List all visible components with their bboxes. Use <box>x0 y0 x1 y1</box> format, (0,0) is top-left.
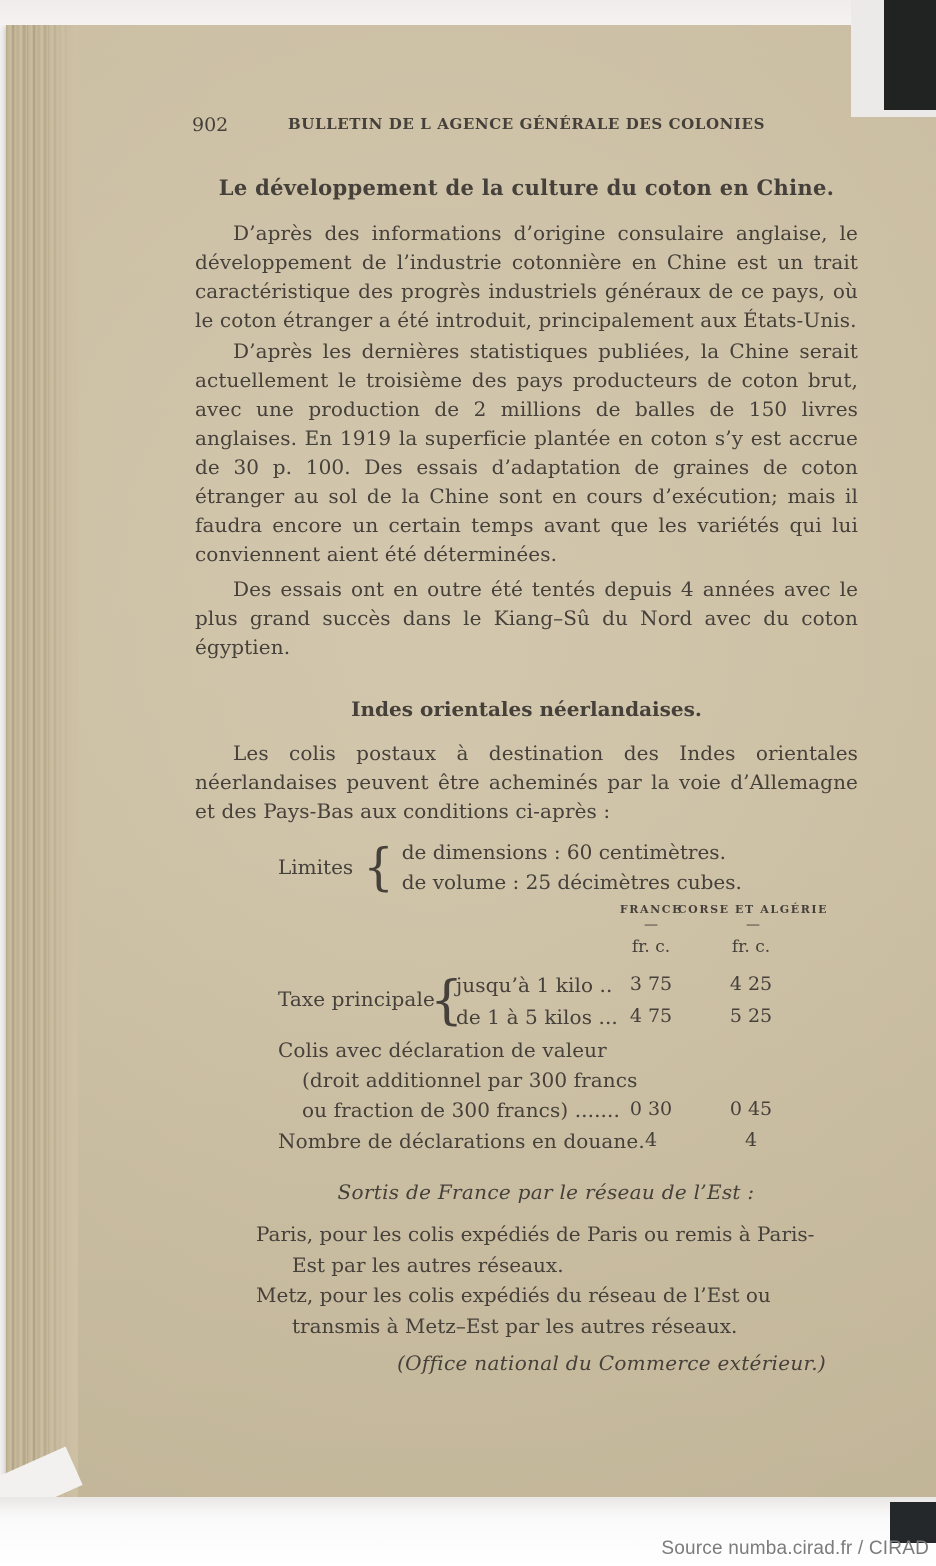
cell-france: 4 <box>644 1129 658 1151</box>
binding-edge <box>6 25 78 1497</box>
row-label-fraction: ou fraction de 300 francs) ....... <box>302 1098 620 1122</box>
article-title-indes: Indes orientales néerlandaises. <box>351 697 702 721</box>
paragraph: D’après des informations d’origine consulaire anglaise, le développement de l’industrie cotonnière en Chine est un trait caractéristique des progrès industriels généraux de ce pays, où le coton étranger a été introduit, principalement aux États-Unis. <box>195 221 858 332</box>
column-header-france: FRANCE <box>619 903 683 916</box>
route-paris: Paris, pour les colis expédiés de Paris ou remis à Paris-Est par les autres réseaux. <box>256 1222 815 1277</box>
row-label-5-kilos: de 1 à 5 kilos ... <box>456 1005 618 1029</box>
sortis-heading: Sortis de France par le réseau de l’Est : <box>337 1180 755 1204</box>
limite-volume: de volume : 25 décimètres cubes. <box>401 870 742 894</box>
paragraph: Des essais ont en outre été tentés depuis 4 années avec le plus grand succès dans le Kiang–Sû du Nord avec du coton égyptien. <box>195 577 858 659</box>
header-rule: — <box>746 917 760 933</box>
limites-label: Limites <box>278 855 354 879</box>
cell-corse: 4 25 <box>729 973 773 995</box>
unit-label-corse: fr. c. <box>731 937 771 957</box>
running-header: BULLETIN DE L AGENCE GÉNÉRALE DES COLONIES <box>287 115 766 133</box>
row-label-1-kilo: jusqu’à 1 kilo .. <box>456 973 613 997</box>
route-metz: Metz, pour les colis expédiés du réseau de l’Est ou transmis à Metz–Est par les autres réseaux. <box>256 1283 771 1338</box>
row-label-droit-additionnel: (droit additionnel par 300 francs <box>302 1068 638 1092</box>
limite-dimensions: de dimensions : 60 centimètres. <box>401 840 726 864</box>
cell-france: 0 30 <box>629 1098 673 1120</box>
article-title-coton: Le développement de la culture du coton en Chine. <box>218 175 835 200</box>
attribution: (Office national du Commerce extérieur.) <box>397 1351 826 1375</box>
page-number: 902 <box>192 114 229 136</box>
brace-glyph: { <box>363 837 394 897</box>
cell-france: 4 75 <box>629 1005 673 1027</box>
source-attribution: Source numba.cirad.fr / CIRAD <box>661 1538 929 1559</box>
cell-corse: 0 45 <box>729 1098 773 1120</box>
column-header-corse-algerie: CORSE ET ALGÉRIE <box>677 903 829 916</box>
row-label-taxe-principale: Taxe principale : <box>278 987 449 1011</box>
cell-france: 3 75 <box>629 973 673 995</box>
paragraph: D’après les dernières statistiques publiées, la Chine serait actuellement le troisième des pays producteurs de coton brut, avec une production de 2 millions de balles de 150 livres anglaises. En 1919 la superficie plantée en coton s’y est accrue de 30 p. 100. Des essais d’adaptation de graines de coton étranger au sol de la Chine sont en cours d’exécution; mais il faudra encore un certain temps avant que les variétés qui lui conviennent aient été déterminées. <box>195 339 858 566</box>
routes-list <box>256 1219 834 1341</box>
scanner-background-top <box>0 0 936 25</box>
cell-corse: 5 25 <box>729 1005 773 1027</box>
scanner-clip-bottom-right <box>890 1502 936 1543</box>
scanner-clip-top-right <box>884 0 936 110</box>
header-rule: — <box>644 917 658 933</box>
row-label-declarations-douane: Nombre de déclarations en douane. <box>278 1129 645 1153</box>
limites-block <box>278 837 742 897</box>
paragraph: Les colis postaux à destination des Indes orientales néerlandaises peuvent être acheminés par la voie d’Allemagne et des Pays-Bas aux conditions ci-après : <box>195 741 858 823</box>
brace-glyph: { <box>430 971 464 1031</box>
cell-corse: 4 <box>744 1129 758 1151</box>
book-page <box>6 25 936 1497</box>
row-label-declaration-valeur: Colis avec déclaration de valeur <box>278 1038 607 1062</box>
unit-label-france: fr. c. <box>631 937 671 957</box>
